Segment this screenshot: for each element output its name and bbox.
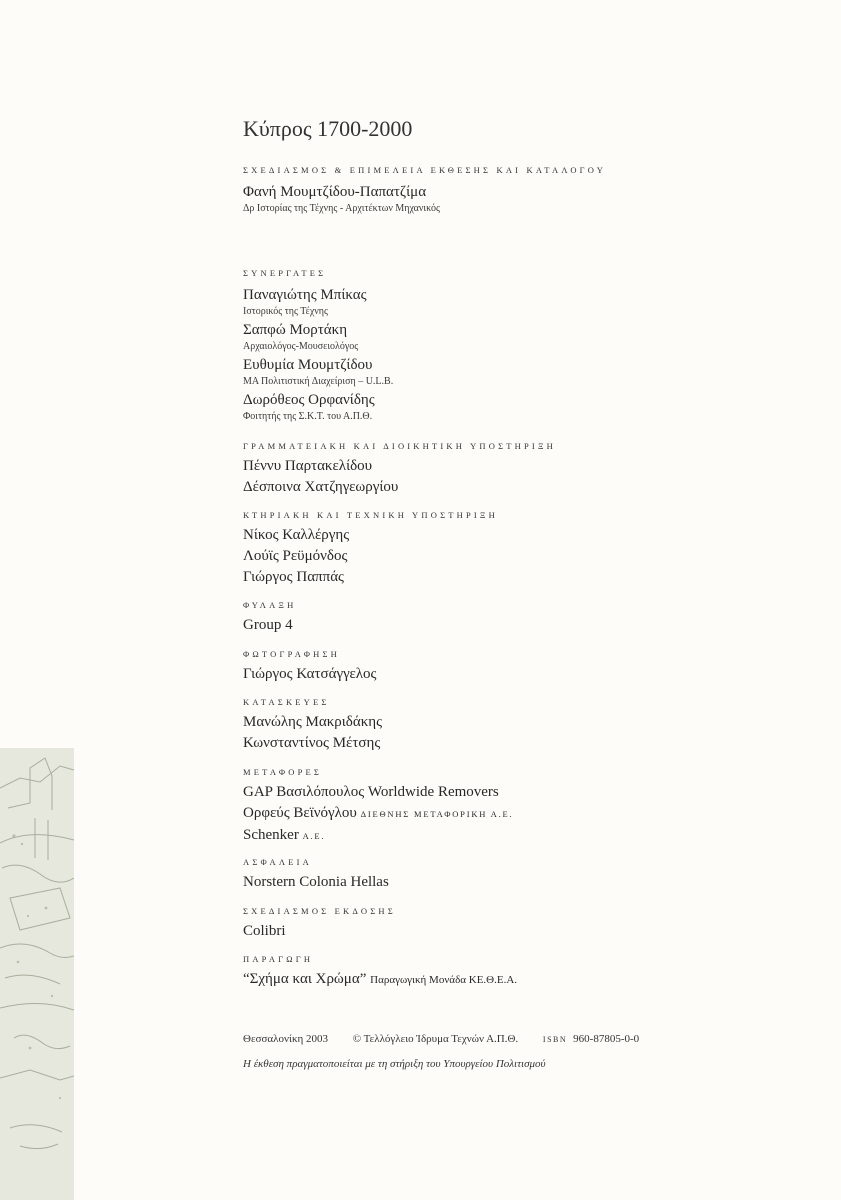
company-suffix: Παραγωγική Μονάδα ΚΕ.Θ.Ε.Α. <box>370 974 518 986</box>
person-name: Φανή Μουμτζίδου-Παπατζίμα <box>243 184 427 200</box>
person-role: ΜΑ Πολιτιστική Διαχείριση – U.L.B. <box>243 376 394 387</box>
person-role: Δρ Ιστορίας της Τέχνης - Αρχιτέκτων Μηχανικός <box>243 203 440 214</box>
isbn-number: 960-87805-0-0 <box>573 1033 640 1045</box>
section-constructions <box>243 697 382 754</box>
person-name: Γιώργος Παππάς <box>243 569 344 585</box>
person-name: Δέσποινα Χατζηγεωργίου <box>243 479 399 495</box>
company-name: Schenker <box>243 827 299 843</box>
section-label: ΣΧΕΔΙΑΣΜΟΣ & ΕΠΙΜΕΛΕΙΑ ΕΚΘΕΣΗΣ ΚΑΙ ΚΑΤΑΛΟΓΟΥ <box>243 165 607 175</box>
company-name: Ορφεύς Βεϊνόγλου <box>243 805 357 821</box>
person-name: Γιώργος Κατσάγγελος <box>243 666 377 682</box>
section-label: ΚΤΗΡΙΑΚΗ ΚΑΙ ΤΕΧΝΙΚΗ ΥΠΟΣΤΗΡΙΞΗ <box>243 510 498 520</box>
section-design <box>243 165 606 217</box>
company-line <box>243 969 517 991</box>
section-label: ΜΕΤΑΦΟΡΕΣ <box>243 767 323 777</box>
person-name: Παναγιώτης Μπίκας <box>243 287 367 303</box>
section-label: ΑΣΦΑΛΕΙΑ <box>243 857 312 867</box>
company-line <box>243 803 513 825</box>
person-role: Φοιτητής της Σ.Κ.Τ. του Α.Π.Θ. <box>243 411 373 422</box>
section-photography <box>243 649 376 685</box>
section-label: ΓΡΑΜΜΑΤΕΙΑΚΗ ΚΑΙ ΔΙΟΙΚΗΤΙΚΗ ΥΠΟΣΤΗΡΙΞΗ <box>243 441 556 451</box>
section-transport <box>243 767 513 847</box>
section-label: ΚΑΤΑΣΚΕΥΕΣ <box>243 697 330 707</box>
company-line <box>243 825 513 847</box>
company-name: GAP Βασιλόπουλος Worldwide Removers <box>243 784 499 800</box>
isbn-label: ISBN <box>542 1035 568 1044</box>
section-label: ΣΥΝΕΡΓΑΤΕΣ <box>243 268 327 278</box>
company-name: Group 4 <box>243 617 293 633</box>
company-name: Colibri <box>243 923 286 939</box>
company-name: “Σχήμα και Χρώμα” <box>243 971 367 987</box>
section-technical <box>243 510 498 588</box>
company-suffix: ΔΙΕΘΝΗΣ ΜΕΤΑΦΟΡΙΚΗ Α.Ε. <box>360 809 514 819</box>
imprint-line <box>243 1033 661 1045</box>
section-publication <box>243 906 396 942</box>
person-name: Νίκος Καλλέργης <box>243 527 350 543</box>
person-name: Πέννυ Παρτακελίδου <box>243 458 373 474</box>
person-name: Δωρόθεος Ορφανίδης <box>243 392 375 408</box>
person-role: Ιστορικός της Τέχνης <box>243 306 328 317</box>
person-name: Κωνσταντίνος Μέτσης <box>243 735 381 751</box>
section-label: ΦΩΤΟΓΡΑΦΗΣΗ <box>243 649 341 659</box>
section-label: ΣΧΕΔΙΑΣΜΟΣ ΕΚΔΟΣΗΣ <box>243 906 396 916</box>
copyright: © Τελλόγλειο Ίδρυμα Τεχνών Α.Π.Θ. <box>352 1033 519 1045</box>
section-secretarial <box>243 441 556 498</box>
person-name: Ευθυμία Μουμτζίδου <box>243 357 373 373</box>
page-title: Κύπρος 1700-2000 <box>243 116 413 141</box>
place-year: Θεσσαλονίκη 2003 <box>243 1033 328 1045</box>
person-name: Μανώλης Μακριδάκης <box>243 714 383 730</box>
section-security <box>243 600 296 636</box>
section-label: ΠΑΡΑΓΩΓΗ <box>243 954 314 964</box>
company-suffix: Α.Ε. <box>302 831 326 841</box>
person-name: Λούϊς Ρεϋμόνδος <box>243 548 348 564</box>
section-label: ΦΥΛΑΞΗ <box>243 600 297 610</box>
support-note: Η έκθεση πραγματοποιείται με τη στήριξη του Υπουργείου Πολιτισμού <box>243 1058 546 1070</box>
person-role: Αρχαιολόγος-Μουσειολόγος <box>243 341 359 352</box>
section-insurance <box>243 857 389 893</box>
illustration-fragment <box>0 748 74 1200</box>
company-name: Norstern Colonia Hellas <box>243 874 389 890</box>
section-production <box>243 954 517 991</box>
section-collaborators <box>243 268 393 425</box>
person-name: Σαπφώ Μορτάκη <box>243 322 348 338</box>
